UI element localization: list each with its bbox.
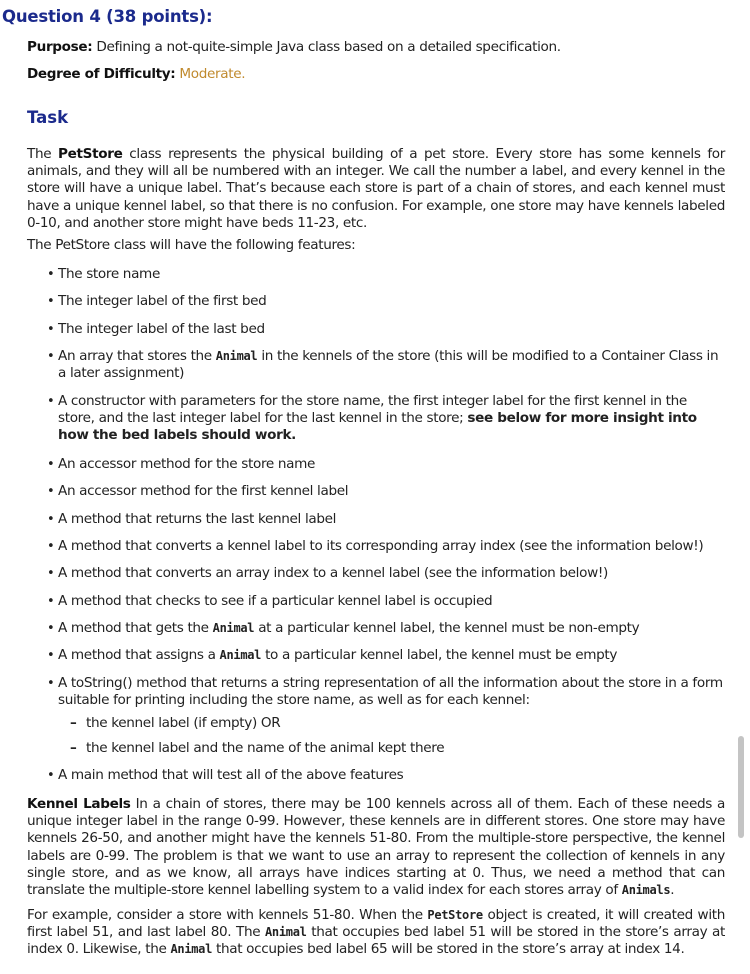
list-item: • A main method that will test all of the above features [47,767,404,783]
paragraph-text: object is created, it will created with first label 51, and last label 80. The [27,907,725,941]
intro-paragraph [27,146,725,232]
kennel-labels-heading: Kennel Labels [27,796,131,812]
difficulty-value: Moderate. [179,66,246,82]
list-item: • An accessor method for the first kennel label [47,483,349,499]
list-item: • The integer label of the first bed [47,293,267,309]
list-item: • An array that stores the Animal in the kennels of the store (this will be modified to a Container Class in a later assignment) [47,348,719,382]
item-text: The store name [58,266,160,282]
intro-text-start: The [27,146,59,162]
item-text: to a particular kennel label, the kennel must be empty [261,647,618,663]
purpose-line [27,39,561,55]
list-item: • The integer label of the last bed [47,321,265,337]
list-item: • A constructor with parameters for the store name, the first integer label for the first kennel in the store, and the last integer label for the last kennel in the store; see below for more insight into how the bed labels should work. [47,393,697,444]
purpose-label: Purpose: [27,39,93,55]
list-item: • A method that converts an array index to a kennel label (see the information below!) [47,565,608,581]
sub-list-item: – the kennel label and the name of the animal kept there [70,740,445,756]
sub-list-item: – the kennel label (if empty) OR [70,715,281,731]
list-item: • An accessor method for the store name [47,456,316,472]
code-animals: Animals [621,883,671,898]
item-text: A method that checks to see if a particular kennel label is occupied [58,593,493,609]
difficulty-line [27,66,245,82]
features-intro: The PetStore class will have the following features: [27,237,356,253]
code-animal: Animal [212,621,255,635]
item-bold-text: see below for more insight into how the bed labels should work. [58,410,697,444]
scrollbar[interactable] [738,736,744,838]
code-animal: Animal [215,349,258,363]
item-text: at a particular kennel label, the kennel must be non-empty [254,620,640,636]
code-animal: Animal [265,925,307,940]
item-text: An accessor method for the store name [58,456,316,472]
code-animal: Animal [219,648,262,662]
item-text: A method that returns the last kennel label [58,511,337,527]
paragraph-text: that occupies bed label 65 will be stored in the store’s array at index 14. [212,941,685,958]
list-item: • A method that converts a kennel label to its corresponding array index (see the information below!) [47,538,704,554]
item-text: The integer label of the first bed [58,293,267,309]
purpose-text: Defining a not-quite-simple Java class based on a detailed specification. [96,39,561,55]
item-text: A method that converts a kennel label to its corresponding array index (see the information below!) [58,538,704,554]
item-text: the kennel label and the name of the animal kept there [86,740,445,756]
item-text: A method that converts an array index to a kennel label (see the information below!) [58,565,608,581]
item-text: A toString() method that returns a string representation of all the information about the store in a form suitable for printing including the store name, as well as for each kennel: [58,675,723,709]
item-text: A main method that will test all of the above features [58,767,404,783]
list-item: • A method that returns the last kennel label [47,511,337,527]
list-item: • A toString() method that returns a string representation of all the information about the store in a form suitable for printing including the store name, as well as for each kennel: [47,675,723,709]
item-text: A constructor with parameters for the store name, the first integer label for the first kennel in the store, and the last integer label for the last kennel in the store; [58,393,687,427]
code-animal: Animal [170,942,213,957]
difficulty-label: Degree of Difficulty: [27,66,176,82]
paragraph-text: that occupies bed label 51 will be stored in the store’s array at index 0. Likewise, the [27,924,725,958]
list-item: • A method that assigns a Animal to a particular kennel label, the kennel must be empty [47,647,618,663]
list-item: • A method that gets the Animal at a particular kennel label, the kennel must be non-empty [47,620,640,636]
intro-class-name: PetStore [58,146,123,162]
paragraph-text: For example, consider a store with kennels 51-80. When the [27,907,428,923]
intro-text-rest: class represents the physical building of a pet store. Every store has some kennels for animals, and they will all be numbered with an integer. We call the number a label, and every kennel in the store will have a unique label. That’s because each store is part of a chain of stores, and each kennel must have a unique kennel label, so that there is no confusion. For example, one store may have kennels labeled 0-10, and another store might have beds 11-23, etc. [27,146,725,231]
code-petstore: PetStore [427,908,483,922]
list-item: • A method that checks to see if a particular kennel label is occupied [47,593,493,609]
task-heading: Task [27,108,69,127]
item-text: An accessor method for the first kennel label [58,483,349,499]
kennel-labels-paragraph [27,796,725,899]
question-title: Question 4 (38 points): [2,7,213,26]
example-paragraph [27,907,725,959]
item-text: The integer label of the last bed [58,321,265,337]
paragraph-text: . [670,882,675,899]
item-text: A method that gets the [58,620,213,636]
item-text: in the kennels of the store (this will be modified to a Container Class in a later assignment) [58,348,719,382]
item-text: An array that stores the [58,348,216,364]
item-text: A method that assigns a [58,647,220,663]
item-text: the kennel label (if empty) OR [86,715,281,731]
paragraph-text: In a chain of stores, there may be 100 kennels across all of them. Each of these needs a unique integer label in the range 0-99. However, these kennels are in different stores. One store may have kennels 26-50, and another might have the kennels 51-80. From the multiple-store perspective, the kennel labels are 0-99. The problem is that we want to use an array to represent the collection of kennels in any single store, and as we know, all arrays have indices starting at 0. Thus, we need a method that can translate the multiple-store kennel labelling system to a valid index for each stores array of [27,796,725,899]
list-item: • The store name [47,266,160,282]
